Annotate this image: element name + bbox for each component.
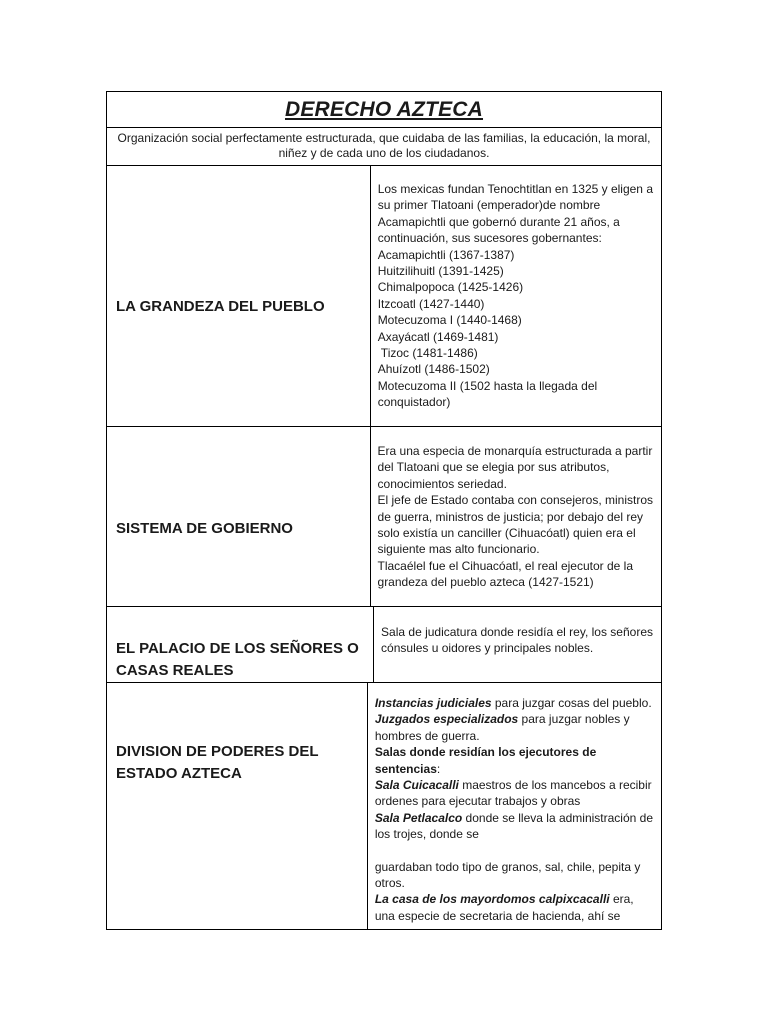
text-line: Acamapichtli que gobernó durante 21 años, a	[377, 214, 620, 229]
text-span: para juzgar nobles y	[518, 712, 630, 727]
emphasis-text: La casa de los mayordomos calpixcacalli	[374, 892, 610, 907]
subtitle: Organización social perfectamente estructurada, que cuidaba de las familias, la educación, la moral, niñez y de cada uno de los ciudadanos.	[107, 128, 661, 166]
text-line: Salas donde residían los ejecutores de	[374, 745, 597, 760]
row-content	[368, 683, 661, 929]
text-line: Motecuzoma I (1440-1468)	[377, 313, 522, 328]
row-heading: EL PALACIO DE LOS SEÑORES O CASAS REALES	[107, 607, 374, 682]
text-line: cónsules u oidores y principales nobles.	[381, 641, 594, 656]
table-row	[107, 607, 661, 683]
text-line: Motecuzoma II (1502 hasta la llegada del	[377, 378, 598, 393]
text-line	[375, 711, 653, 727]
text-line: continuación, sus sucesores gobernantes:	[377, 231, 602, 246]
text-line: Sala de judicatura donde residía el rey, los señores	[381, 625, 653, 639]
aztec-law-table	[106, 91, 662, 930]
text-line: Era una especia de monarquía estructurada a partir	[377, 444, 653, 458]
text-span: maestros de los mancebos a recibir	[458, 778, 652, 793]
text-line: del Tlatoani que se elegia por sus atributos,	[377, 460, 610, 475]
text-span: :	[436, 761, 441, 776]
text-line: solo existía un canciller (Cihuacóatl) quien era el	[377, 526, 636, 541]
text-span: para juzgar cosas del pueblo.	[491, 696, 652, 710]
text-line: hombres de guerra.	[374, 728, 480, 743]
text-line: guardaban todo tipo de granos, sal, chile, pepita y	[374, 859, 641, 874]
text-line	[375, 777, 653, 793]
table-row	[107, 683, 661, 929]
text-line	[375, 761, 653, 777]
text-line: conocimientos seriedad.	[377, 476, 507, 491]
row-content	[371, 166, 661, 426]
text-line: su primer Tlatoani (emperador)de nombre	[377, 198, 601, 213]
text-line: los trojes, donde se	[374, 827, 479, 842]
text-line: Huitzilihuitl (1391-1425)	[377, 264, 504, 279]
table-row	[107, 166, 661, 427]
row-heading: SISTEMA DE GOBIERNO	[107, 427, 371, 606]
text-line: Itzcoatl (1427-1440)	[377, 296, 485, 311]
text-span: donde se lleva la administración de	[462, 810, 653, 825]
title-row	[107, 92, 661, 128]
page-title: DERECHO AZTECA	[284, 97, 484, 121]
text-line: Tlacaélel fue el Cihuacóatl, el real ejecutor de la	[377, 558, 633, 573]
emphasis-text: Juzgados especializados	[374, 712, 519, 727]
text-line: otros.	[374, 876, 405, 891]
emphasis-text: Instancias judiciales	[374, 696, 492, 710]
text-line: Acamapichtli (1367-1387)	[377, 247, 515, 262]
row-content	[374, 607, 661, 682]
text-line: Axayácatl (1469-1481)	[377, 329, 499, 344]
text-line: Chimalpopoca (1425-1426)	[377, 280, 524, 295]
text-line: siguiente mas alto funcionario.	[377, 542, 540, 557]
paragraph-gap	[375, 843, 653, 859]
row-content	[371, 427, 661, 606]
text-line: ordenes para ejecutar trabajos y obras	[374, 794, 581, 809]
text-line: El jefe de Estado contaba con consejeros, ministros	[377, 493, 653, 508]
text-line: de guerra, ministros de justicia; por debajo del rey	[377, 509, 643, 524]
emphasis-text: Sala Petlacalco	[374, 810, 463, 825]
text-line: grandeza del pueblo azteca (1427-1521)	[377, 575, 594, 590]
emphasis-text: Sala Cuicacalli	[374, 778, 459, 793]
text-span: era,	[609, 892, 634, 907]
text-line: Tizoc (1481-1486)	[377, 346, 478, 361]
row-heading: DIVISION DE PODERES DEL ESTADO AZTECA	[107, 683, 368, 929]
row-heading: LA GRANDEZA DEL PUEBLO	[107, 166, 371, 426]
text-line: una especie de secretaria de hacienda, ahí se	[374, 908, 621, 923]
text-line	[375, 810, 653, 826]
text-line: Ahuízotl (1486-1502)	[377, 362, 490, 377]
emphasis-text: sentencias	[374, 761, 437, 776]
text-line	[375, 891, 653, 907]
text-line: Los mexicas fundan Tenochtitlan en 1325 y eligen a	[377, 182, 653, 196]
text-line	[375, 695, 653, 711]
text-line: conquistador)	[377, 395, 451, 410]
table-row	[107, 427, 661, 607]
